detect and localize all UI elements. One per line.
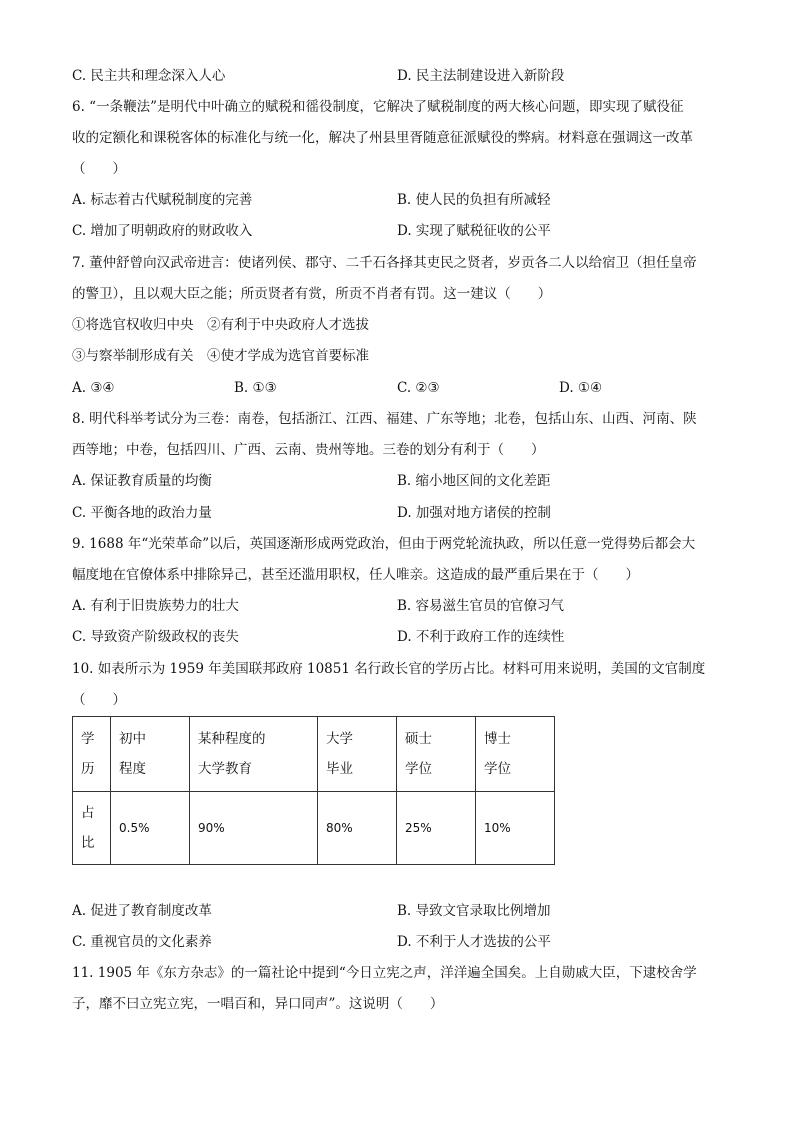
table-header-cell: 某种程度的 大学教育	[190, 717, 318, 792]
q10-option-c: C. 重视官员的文化素养	[72, 934, 212, 950]
q10-answer-blank: （ ）	[72, 692, 126, 708]
q5-option-c: C. 民主共和理念深入人心	[72, 68, 226, 84]
q9-option-a: A. 有利于旧贵族势力的壮大	[72, 598, 239, 614]
q8-option-a: A. 保证教育质量的均衡	[72, 473, 212, 489]
table-row	[73, 717, 555, 792]
table-cell: 25%	[397, 792, 476, 865]
table-cell: 80%	[318, 792, 397, 865]
q6-option-a: A. 标志着古代赋税制度的完善	[72, 192, 253, 208]
q7-option-b: B. ①③	[234, 380, 277, 396]
education-table	[72, 716, 555, 865]
q8-option-b: B. 缩小地区间的文化差距	[397, 473, 551, 489]
q7-option-c: C. ②③	[397, 380, 440, 396]
q6-option-d: D. 实现了赋税征收的公平	[397, 223, 551, 239]
table-cell: 10%	[476, 792, 555, 865]
q8-stem-line2: 西等地；中卷，包括四川、广西、云南、贵州等地。三卷的划分有利于（ ）	[72, 442, 545, 458]
q7-items-line2: ③与察举制形成有关 ④使才学成为选官首要标准	[72, 348, 369, 364]
q7-option-d: D. ①④	[559, 380, 603, 396]
q6-option-c: C. 增加了明朝政府的财政收入	[72, 223, 253, 239]
table-row-header-education: 学 历	[73, 717, 111, 792]
q8-option-d: D. 加强对地方诸侯的控制	[397, 505, 551, 521]
q7-items-line1: ①将选官权收归中央 ②有利于中央政府人才选拔	[72, 317, 369, 333]
q6-stem-line2: 收的定额化和课税客体的标准化与统一化，解决了州县里胥随意征派赋役的弊病。材料意在强调这一改革	[72, 130, 693, 146]
q10-stem-line1: 10. 如表所示为 1959 年美国联邦政府 10851 名行政长官的学历占比。材料可用来说明，美国的文官制度	[72, 661, 706, 677]
q11-stem-line2: 子，靡不曰立宪立宪，一唱百和，异口同声”。这说明（ ）	[72, 996, 444, 1012]
table-row-header-proportion: 占 比	[73, 792, 111, 865]
q5-option-d: D. 民主法制建设进入新阶段	[397, 68, 565, 84]
q7-stem-line2: 的警卫），且以观大臣之能；所贡贤者有赏，所贡不肖者有罚。这一建议（ ）	[72, 286, 552, 302]
q9-stem-line1: 9. 1688 年“光荣革命”以后，英国逐渐形成两党政治，但由于两党轮流执政，所以任意一党得势后都会大	[72, 536, 696, 552]
table-cell: 0.5%	[111, 792, 190, 865]
q9-option-c: C. 导致资产阶级政权的丧失	[72, 629, 239, 645]
q10-option-a: A. 促进了教育制度改革	[72, 903, 212, 919]
q9-option-b: B. 容易滋生官员的官僚习气	[397, 598, 565, 614]
q6-answer-blank: （ ）	[72, 161, 126, 177]
q6-stem-line1: 6. “一条鞭法”是明代中叶确立的赋税和徭役制度，它解决了赋税制度的两大核心问题，即实现了赋役征	[72, 99, 684, 115]
q10-option-b: B. 导致文官录取比例增加	[397, 903, 551, 919]
table-header-cell: 硕士 学位	[397, 717, 476, 792]
table-header-cell: 博士 学位	[476, 717, 555, 792]
q9-stem-line2: 幅度地在官僚体系中排除异己，甚至还滥用职权，任人唯亲。这造成的最严重后果在于（ ）	[72, 567, 639, 583]
table-row	[73, 792, 555, 865]
table-header-cell: 初中 程度	[111, 717, 190, 792]
table-header-cell: 大学 毕业	[318, 717, 397, 792]
table-cell: 90%	[190, 792, 318, 865]
q6-option-b: B. 使人民的负担有所减轻	[397, 192, 551, 208]
q7-option-a: A. ③④	[72, 380, 115, 396]
q11-stem-line1: 11. 1905 年《东方杂志》的一篇社论中提到“今日立宪之声，洋洋遍全国矣。上自勋戚大臣，下逮校舍学	[72, 965, 697, 981]
q10-option-d: D. 不利于人才选拔的公平	[397, 934, 551, 950]
q7-stem-line1: 7. 董仲舒曾向汉武帝进言：使诸列侯、郡守、二千石各择其吏民之贤者，岁贡各二人以给宿卫（担任皇帝	[72, 255, 697, 271]
q8-stem-line1: 8. 明代科举考试分为三卷：南卷，包括浙江、江西、福建、广东等地；北卷，包括山东、山西、河南、陕	[72, 411, 697, 427]
q8-option-c: C. 平衡各地的政治力量	[72, 505, 212, 521]
q9-option-d: D. 不利于政府工作的连续性	[397, 629, 565, 645]
